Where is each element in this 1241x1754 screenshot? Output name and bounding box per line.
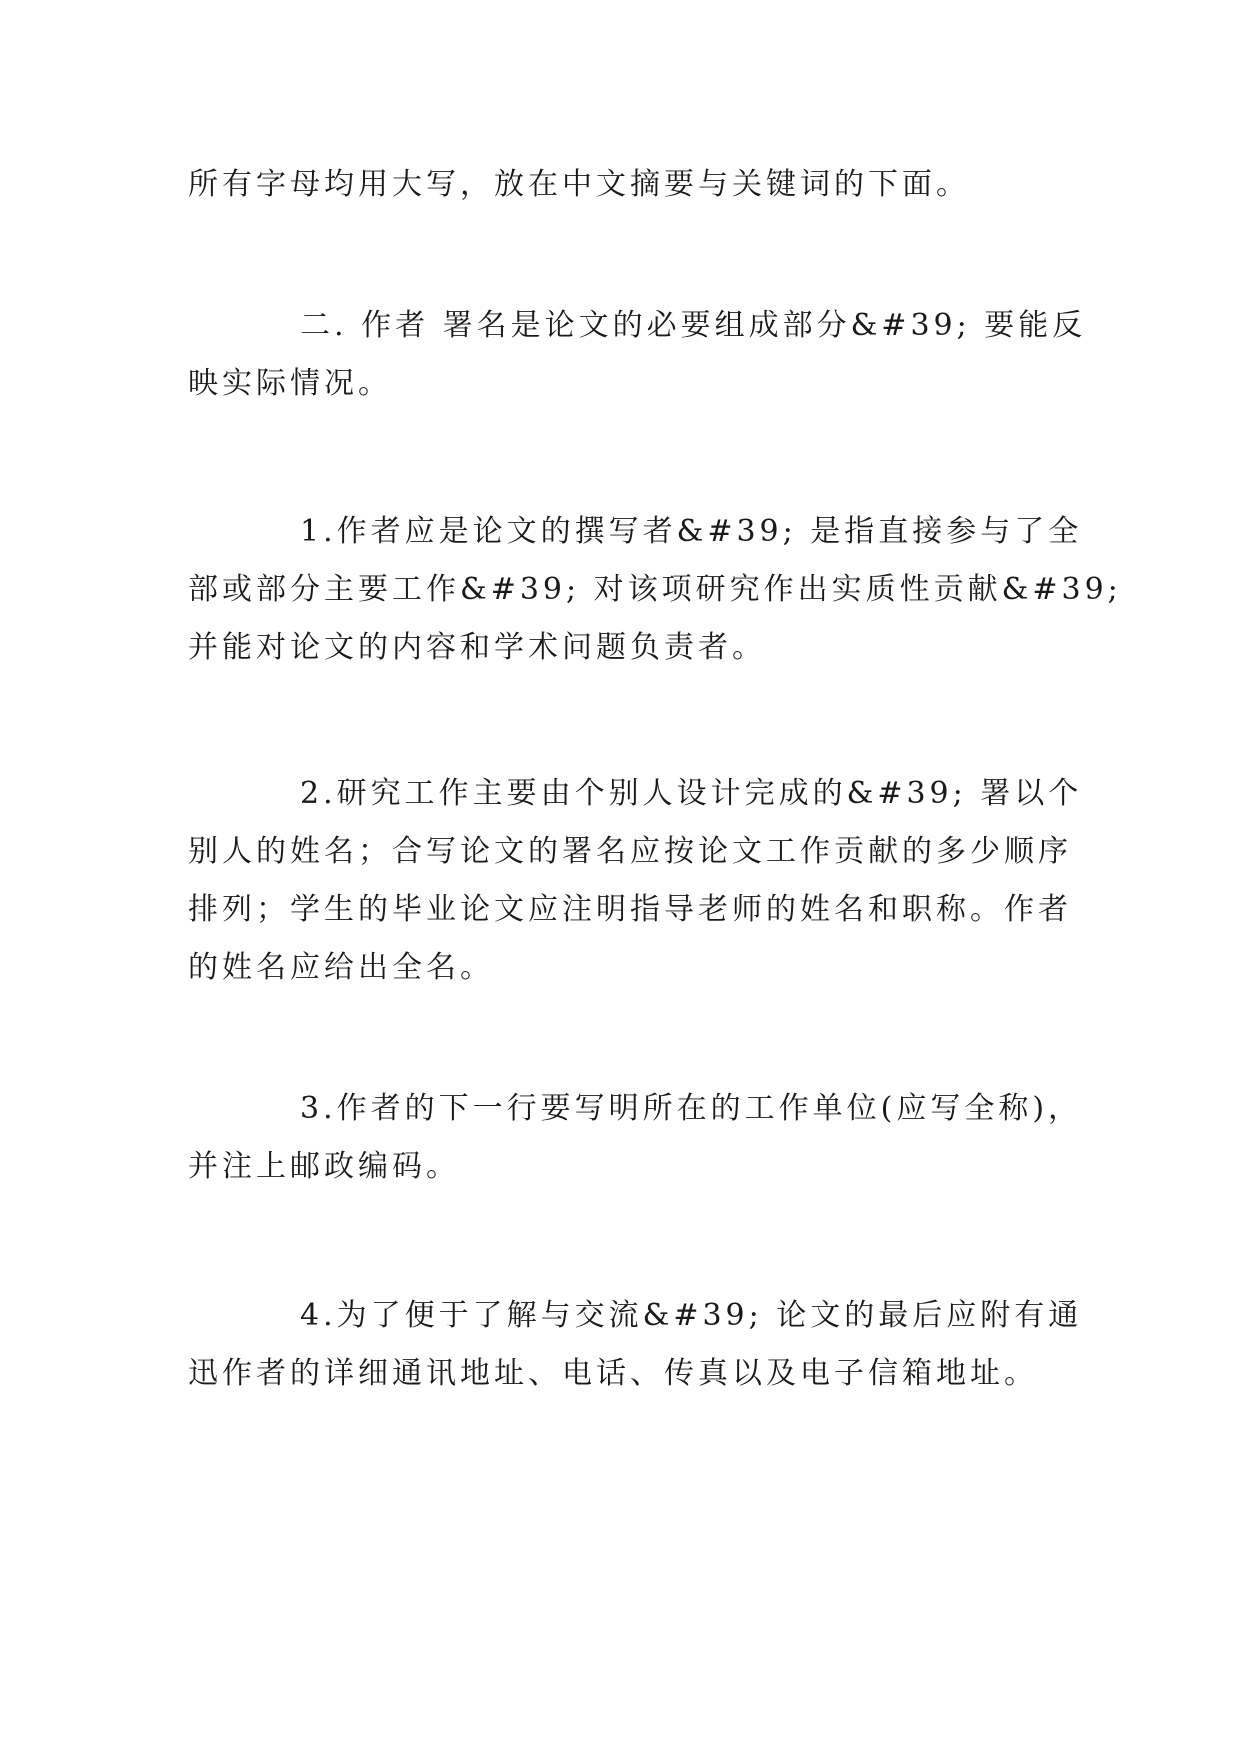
text-line: 并能对论文的内容和学术问题负责者。 [188,630,766,665]
text-line: 部或部分主要工作&#39; 对该项研究作出实质性贡献&#39; [188,572,1122,607]
paragraph-item-3 [188,1080,1083,1196]
text-line-content: 3.作者的下一行要写明所在的工作单位(应写全称)， [300,1091,1083,1126]
text-line: 的姓名应给出全名。 [188,950,494,985]
text-line-content: 1.作者应是论文的撰写者&#39; 是指直接参与了全 [300,514,1083,549]
text-line: 所有字母均用大写，放在中文摘要与关键词的下面。 [188,167,970,202]
text-line: 并注上邮政编码。 [188,1149,460,1184]
text-line [188,765,1083,823]
paragraph-author-section [188,297,1087,413]
text-line: 排列；学生的毕业论文应注明指导老师的姓名和职称。作者 [188,892,1072,927]
paragraph-item-4 [188,1287,1083,1403]
paragraph-item-2 [188,765,1083,997]
text-line: 迅作者的详细通讯地址、电话、传真以及电子信箱地址。 [188,1356,1038,1391]
text-line [188,1080,1083,1138]
text-line: 别人的姓名；合写论文的署名应按论文工作贡献的多少顺序 [188,834,1072,869]
text-line [188,1287,1083,1345]
text-line-content: 2.研究工作主要由个别人设计完成的&#39; 署以个 [300,776,1083,811]
text-line [188,503,1083,561]
text-line [188,297,1087,355]
paragraph-abstract-note [188,156,1064,214]
text-line-content: 4.为了便于了解与交流&#39; 论文的最后应附有通 [300,1298,1083,1333]
paragraph-item-1 [188,503,1122,677]
text-line: 映实际情况。 [188,366,392,401]
text-line-content: 二. 作者 署名是论文的必要组成部分&#39; 要能反 [300,308,1087,343]
